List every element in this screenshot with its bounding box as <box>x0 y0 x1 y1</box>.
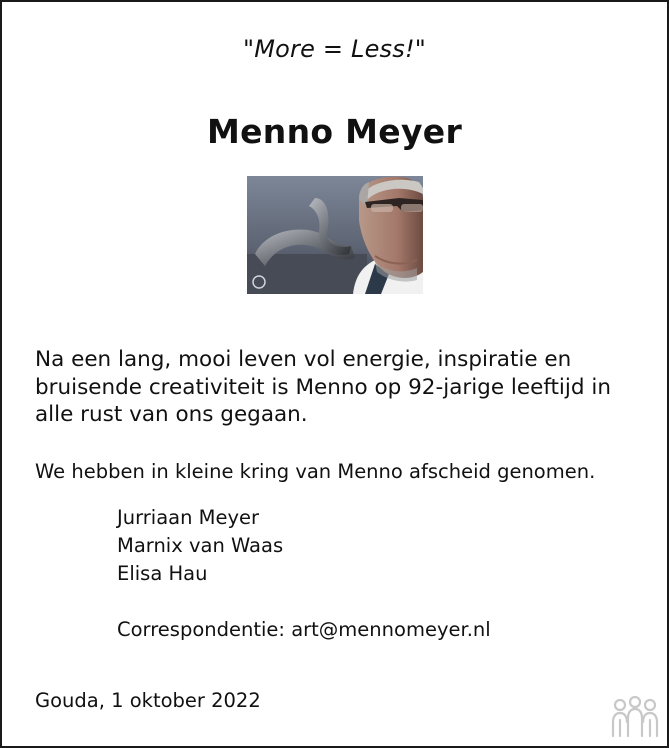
portrait-photo <box>247 176 423 294</box>
signer-name: Elisa Hau <box>117 562 208 585</box>
people-group-icon <box>609 696 661 738</box>
deceased-name: Menno Meyer <box>206 112 463 151</box>
signers-list <box>117 504 283 588</box>
signer-name: Marnix van Waas <box>117 534 284 557</box>
motto: "More = Less!" <box>242 35 427 63</box>
farewell-text: We hebben in kleine kring van Menno afscheid genomen. <box>35 460 596 483</box>
signer-name: Jurriaan Meyer <box>117 506 260 529</box>
intro-text: Na een lang, mooi leven vol energie, inspiratie en bruisende creativiteit is Menno op 92-jarige leeftijd in alle rust van ons gegaan. <box>35 347 611 427</box>
place-date: Gouda, 1 oktober 2022 <box>35 689 261 712</box>
correspondence-line: Correspondentie: art@mennomeyer.nl <box>117 618 491 641</box>
